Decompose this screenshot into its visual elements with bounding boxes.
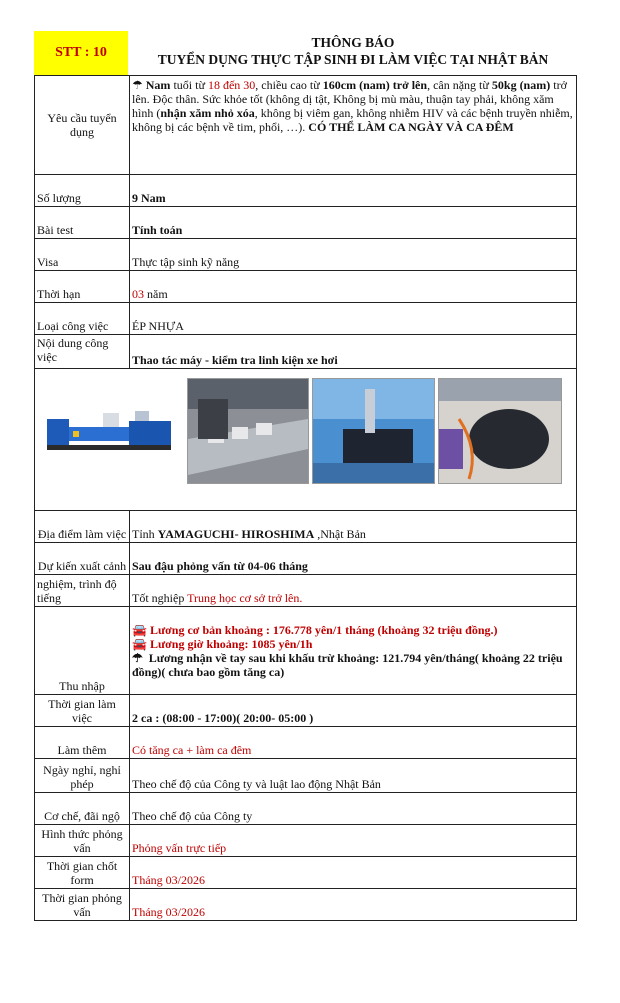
duration-number: 03 xyxy=(132,287,144,301)
req-gender: Nam xyxy=(145,78,171,92)
value-job-content: Thao tác máy - kiểm tra linh kiện xe hơi xyxy=(130,335,577,369)
row-departure xyxy=(35,543,577,575)
label-departure: Dự kiến xuất cảnh xyxy=(35,543,130,575)
income-hourly xyxy=(132,637,574,651)
row-photos xyxy=(35,369,577,511)
inspection-photo xyxy=(312,378,435,484)
photo-strip xyxy=(35,369,576,507)
label-duration: Thời hạn xyxy=(35,271,130,303)
education-prefix: Tốt nghiệp xyxy=(132,591,188,605)
income-base xyxy=(132,623,574,637)
value-duration xyxy=(130,271,577,303)
label-interview-type: Hình thức phỏng vấn xyxy=(35,825,130,857)
title-line-1: THÔNG BÁO xyxy=(311,35,395,50)
row-benefits xyxy=(35,793,577,825)
label-visa: Visa xyxy=(35,239,130,271)
assembly-photo xyxy=(187,378,309,484)
req-height: 160cm (nam) trở lên xyxy=(322,78,428,92)
value-work-hours: 2 ca : (08:00 - 17:00)( 20:00- 05:00 ) xyxy=(130,695,577,727)
req-tattoo: nhận xăm nhỏ xóa xyxy=(160,106,255,120)
value-requirements xyxy=(130,76,577,175)
value-overtime: Có tăng ca + làm ca đêm xyxy=(130,727,577,759)
req-text: tuổi từ xyxy=(170,78,208,92)
label-quantity: Số lượng xyxy=(35,175,130,207)
row-form-deadline xyxy=(35,857,577,889)
req-weight: 50kg (nam) xyxy=(491,78,551,92)
label-form-deadline: Thời gian chốt form xyxy=(35,857,130,889)
label-leave: Ngày nghỉ, nghỉ phép xyxy=(35,759,130,793)
machine-photo xyxy=(43,397,183,457)
umbrella-icon: ☂ xyxy=(132,650,143,665)
label-income: Thu nhập xyxy=(35,607,130,695)
label-requirements: Yêu cầu tuyển dụng xyxy=(35,76,130,175)
value-income xyxy=(130,607,577,695)
income-hourly-text: Lương giờ khoảng: 1085 yên/1h xyxy=(149,636,313,651)
value-departure: Sau đậu phỏng vấn từ 04-06 tháng xyxy=(130,543,577,575)
location-prefix: Tỉnh xyxy=(132,527,158,541)
value-leave: Theo chế độ của Công ty và luật lao động Nhật Bản xyxy=(130,759,577,793)
label-job-type: Loại công việc xyxy=(35,303,130,335)
umbrella-icon: ☂ xyxy=(132,78,143,92)
req-age: 18 đến 30 xyxy=(207,78,256,92)
car-icon: 🚘 xyxy=(132,636,147,651)
row-job-type xyxy=(35,303,577,335)
photos-cell xyxy=(35,369,577,511)
income-base-text: Lương cơ bản khoảng : 176.778 yên/1 tháng (khoảng 32 triệu đồng.) xyxy=(149,622,498,637)
parts-photo xyxy=(438,378,562,484)
income-net-text: Lương nhận về tay sau khi khấu trừ khoảng: 121.794 yên/tháng( khoảng 22 triệu đồng)( chưa bao gồm tăng ca) xyxy=(132,650,563,679)
req-text: trở lên. Độc thân. Sức khỏe tốt (không dị tật, Không bị mù màu, thuận tay phải, không xăm hình ( xyxy=(132,78,567,120)
location-country: ,Nhật Bản xyxy=(314,527,366,541)
row-interview-type xyxy=(35,825,577,857)
row-job-content xyxy=(35,335,577,369)
row-interview-date xyxy=(35,889,577,921)
row-location xyxy=(35,511,577,543)
label-interview-date: Thời gian phỏng vấn xyxy=(35,889,130,921)
row-quantity xyxy=(35,175,577,207)
row-overtime xyxy=(35,727,577,759)
row-requirements xyxy=(35,76,577,175)
location-name: YAMAGUCHI- HIROSHIMA xyxy=(157,527,315,541)
row-visa xyxy=(35,239,577,271)
income-net xyxy=(132,651,574,679)
page-title xyxy=(128,34,578,68)
label-education: nghiệm, trình độ tiếng xyxy=(35,575,130,607)
duration-unit: năm xyxy=(144,287,168,301)
value-benefits: Theo chế độ của Công ty xyxy=(130,793,577,825)
label-work-hours: Thời gian làm việc xyxy=(35,695,130,727)
value-education xyxy=(130,575,577,607)
value-interview-date: Tháng 03/2026 xyxy=(130,889,577,921)
job-table xyxy=(34,75,577,921)
row-test xyxy=(35,207,577,239)
stt-badge: STT : 10 xyxy=(34,31,128,75)
label-overtime: Làm thêm xyxy=(35,727,130,759)
value-location xyxy=(130,511,577,543)
value-visa: Thực tập sinh kỹ năng xyxy=(130,239,577,271)
value-quantity: 9 Nam xyxy=(130,175,577,207)
label-benefits: Cơ chế, đãi ngộ xyxy=(35,793,130,825)
value-form-deadline: Tháng 03/2026 xyxy=(130,857,577,889)
value-test: Tính toán xyxy=(130,207,577,239)
row-work-hours xyxy=(35,695,577,727)
label-test: Bài test xyxy=(35,207,130,239)
row-duration xyxy=(35,271,577,303)
value-job-type: ÉP NHỰA xyxy=(130,303,577,335)
row-education xyxy=(35,575,577,607)
req-text: , chiều cao từ xyxy=(255,78,323,92)
car-icon: 🚘 xyxy=(132,622,147,637)
req-text: , không bị viêm gan, không nhiễm HIV và các bệnh truyền nhiễm, không bị các bệnh về tim, phổi, …). xyxy=(132,106,573,134)
req-text: , cân nặng từ xyxy=(427,78,492,92)
label-job-content: Nội dung công việc xyxy=(35,335,130,369)
value-interview-type: Phỏng vấn trực tiếp xyxy=(130,825,577,857)
education-level: Trung học cơ sở trở lên. xyxy=(187,591,303,605)
row-income xyxy=(35,607,577,695)
title-line-2: TUYỂN DỤNG THỰC TẬP SINH ĐI LÀM VIỆC TẠI NHẬT BẢN xyxy=(157,52,549,67)
row-leave xyxy=(35,759,577,793)
req-shift: CÓ THỂ LÀM CA NGÀY VÀ CA ĐÊM xyxy=(308,120,514,134)
label-location: Địa điểm làm việc xyxy=(35,511,130,543)
